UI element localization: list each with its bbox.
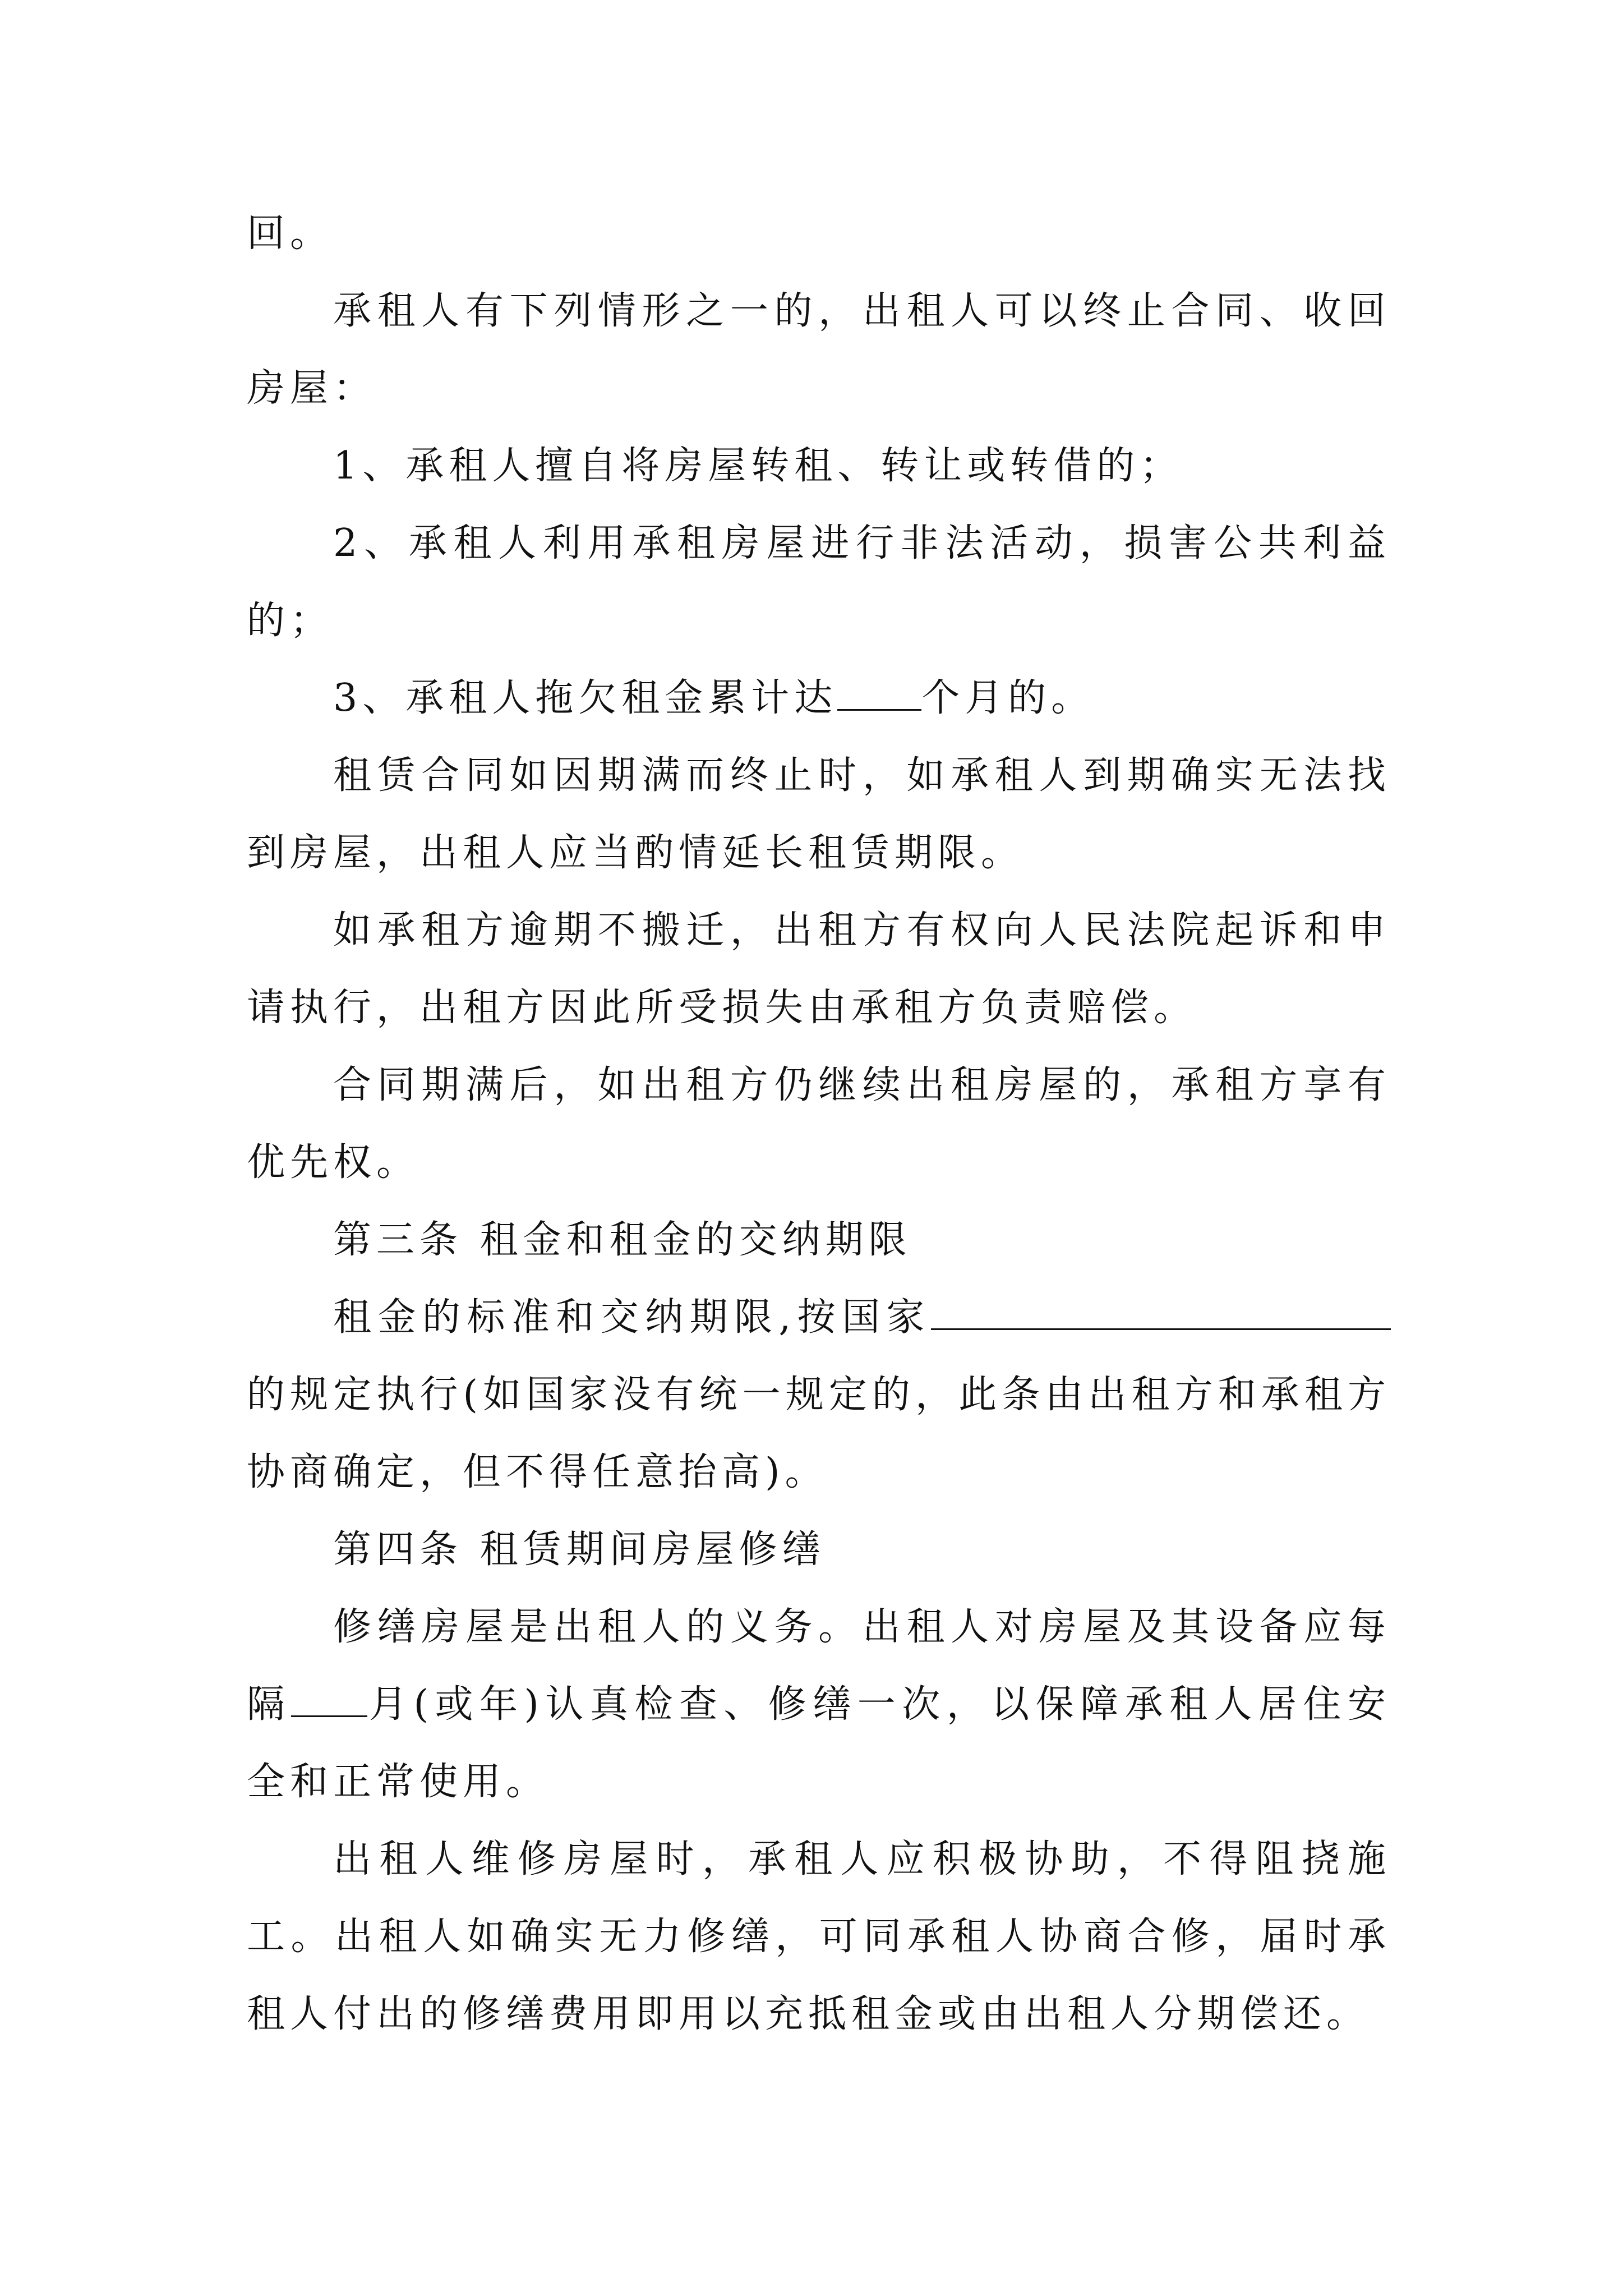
heading-article-3: 第三条 租金和租金的交纳期限	[333, 1218, 912, 1262]
repair-text-after: 月(或年)认真检查、修缮一次，以保障承租人居住安全和正常使用。	[247, 1682, 1391, 1804]
paragraph-item-2: 2、承租人利用承租房屋进行非法活动，损害公共利益的；	[247, 521, 1391, 643]
paragraph-repair-cooperation: 出租人维修房屋时，承租人应积极协助，不得阻挠施工。出租人如确实无力修缮，可同承租人协商合修，届时承租人付出的修缮费用即用以充抵租金或由出租人分期偿还。	[247, 1837, 1391, 2036]
rent-text-before: 租金的标准和交纳期限,按国家	[333, 1295, 931, 1340]
repair-text-before: 修缮房屋是出租人的义务。出租人对房屋及其设备应每隔	[247, 1605, 1391, 1727]
paragraph-priority-right: 合同期满后，如出租方仍继续出租房屋的，承租方享有优先权。	[247, 1063, 1391, 1185]
paragraph-rent-standard	[247, 1279, 1391, 1511]
paragraph-overdue-relocation: 如承租方逾期不搬迁，出租方有权向人民法院起诉和申请执行，出租方因此所受损失由承租方负责赔偿。	[247, 908, 1391, 1030]
rent-text-after: 的规定执行(如国家没有统一规定的，此条由出租方和承租方协商确定，但不得任意抬高)。	[247, 1373, 1391, 1494]
item-3-text-after: 个月的。	[921, 676, 1095, 720]
paragraph-repair-duty	[247, 1589, 1391, 1821]
months-blank	[837, 675, 921, 711]
regulation-blank	[931, 1295, 1391, 1330]
heading-article-4: 第四条 租赁期间房屋修缮	[333, 1527, 826, 1572]
paragraph-item-3	[247, 660, 1391, 737]
document-body	[247, 195, 1391, 2053]
paragraph-termination-conditions: 承租人有下列情形之一的，出租人可以终止合同、收回房屋：	[247, 289, 1391, 411]
interval-blank	[291, 1682, 367, 1717]
paragraph-lease-extension: 租赁合同如因期满而终止时，如承租人到期确实无法找到房屋，出租人应当酌情延长租赁期限。	[247, 753, 1391, 875]
paragraph-item-1: 1、承租人擅自将房屋转租、转让或转借的；	[333, 444, 1183, 488]
item-3-text-before: 3、承租人拖欠租金累计达	[333, 676, 838, 720]
paragraph-continuation: 回。	[247, 211, 334, 256]
